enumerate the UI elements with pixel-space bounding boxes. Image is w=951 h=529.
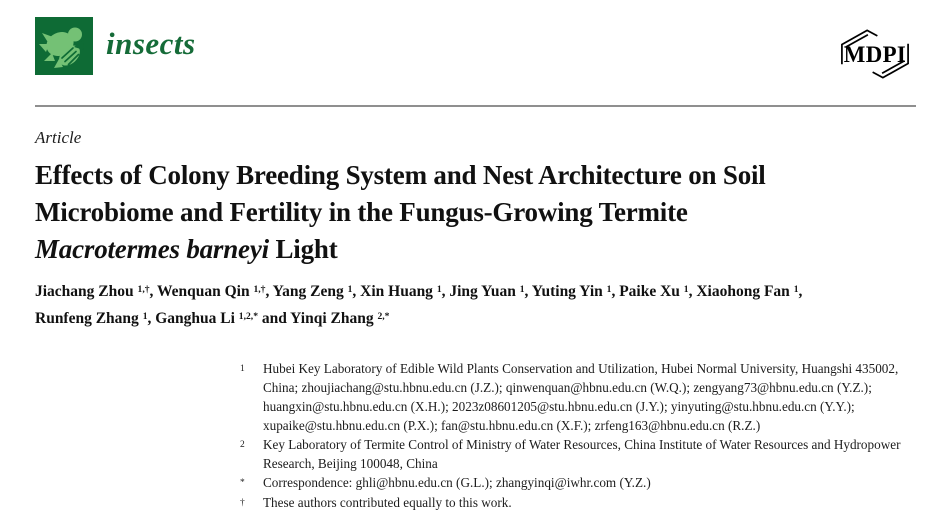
- affiliation-text: Correspondence: ghli@hbnu.edu.cn (G.L.); zhangyinqi@iwhr.com (Y.Z.): [263, 475, 651, 490]
- text-run: , Yuting Yin: [524, 283, 607, 300]
- text-run: and Yinqi Zhang: [257, 310, 378, 327]
- text-run: Effects of Colony Breeding System and Nest Architecture on Soil: [35, 160, 766, 190]
- text-run: , Paike Xu: [611, 283, 684, 300]
- affiliation-text: Key Laboratory of Termite Control of Ministry of Water Resources, China Institute of Water Resources and Hydropower Research, Beijing 100048, China: [263, 437, 901, 471]
- mdpi-logo: [835, 28, 915, 80]
- superscript-marker: 1: [519, 283, 525, 295]
- article-title: [35, 157, 916, 268]
- affiliation-marker: 2: [240, 440, 245, 450]
- affiliation-text: These authors contributed equally to this work.: [263, 495, 512, 510]
- affiliation-row: [240, 435, 916, 473]
- header-divider: [35, 105, 916, 107]
- text-run: Microbiome and Fertility in the Fungus-Growing Termite: [35, 197, 688, 227]
- affiliation-row: [240, 493, 916, 513]
- text-run: , Xin Huang: [352, 283, 437, 300]
- affiliation-marker: *: [240, 478, 245, 488]
- superscript-marker: 1,2,*: [238, 310, 258, 322]
- text-run: , Wenquan Qin: [149, 283, 254, 300]
- text-run: Light: [268, 234, 338, 264]
- affiliations-block: [240, 359, 916, 513]
- journal-name: insects: [106, 26, 196, 61]
- affiliation-row: [240, 473, 916, 493]
- superscript-marker: 1,†: [253, 283, 266, 295]
- text-run: , Yang Zeng: [265, 283, 348, 300]
- text-run: ,: [798, 283, 803, 300]
- superscript-marker: 1: [347, 283, 353, 295]
- article-type-label: Article: [35, 128, 82, 147]
- affiliation-marker: †: [240, 498, 245, 508]
- text-run: Runfeng Zhang: [35, 310, 143, 327]
- author-list: [35, 278, 916, 332]
- mdpi-wordmark: MDPI: [843, 41, 907, 67]
- text-run: , Jing Yuan: [441, 283, 520, 300]
- superscript-marker: 1: [683, 283, 689, 295]
- insects-journal-logo-icon: [35, 17, 93, 75]
- superscript-marker: 2,*: [377, 310, 390, 322]
- text-run: Jiachang Zhou: [35, 283, 138, 300]
- affiliation-text: Hubei Key Laboratory of Edible Wild Plants Conservation and Utilization, Hubei Normal University, Huangshi 435002, China; zhoujiachang@stu.hbnu.edu.cn (J.Z.); qinwenquan@hbnu.edu.cn (W.Q.); zengyang73@hbnu.edu.cn (Y.Z.); huangxin@stu.hbnu.edu.cn (X.H.); 2023z08601205@stu.hbnu.edu.cn (J.Y.); yinyuting@stu.hbnu.edu.cn (Y.Y.); xupaike@stu.hbnu.edu.cn (P.X.); fan@stu.hbnu.edu.cn (X.F.); zrfeng163@hbnu.edu.cn (R.Z.): [263, 361, 899, 433]
- page-header: [0, 0, 951, 80]
- text-run: , Xiaohong Fan: [688, 283, 794, 300]
- affiliation-marker: 1: [240, 364, 245, 374]
- superscript-marker: 1: [436, 283, 442, 295]
- affiliation-row: [240, 359, 916, 435]
- superscript-marker: 1,†: [137, 283, 150, 295]
- superscript-marker: 1: [606, 283, 612, 295]
- superscript-marker: 1: [142, 310, 148, 322]
- text-run: , Ganghua Li: [147, 310, 239, 327]
- superscript-marker: 1: [793, 283, 799, 295]
- journal-brand: [35, 17, 196, 75]
- species-name-italic: Macrotermes barneyi: [35, 234, 269, 264]
